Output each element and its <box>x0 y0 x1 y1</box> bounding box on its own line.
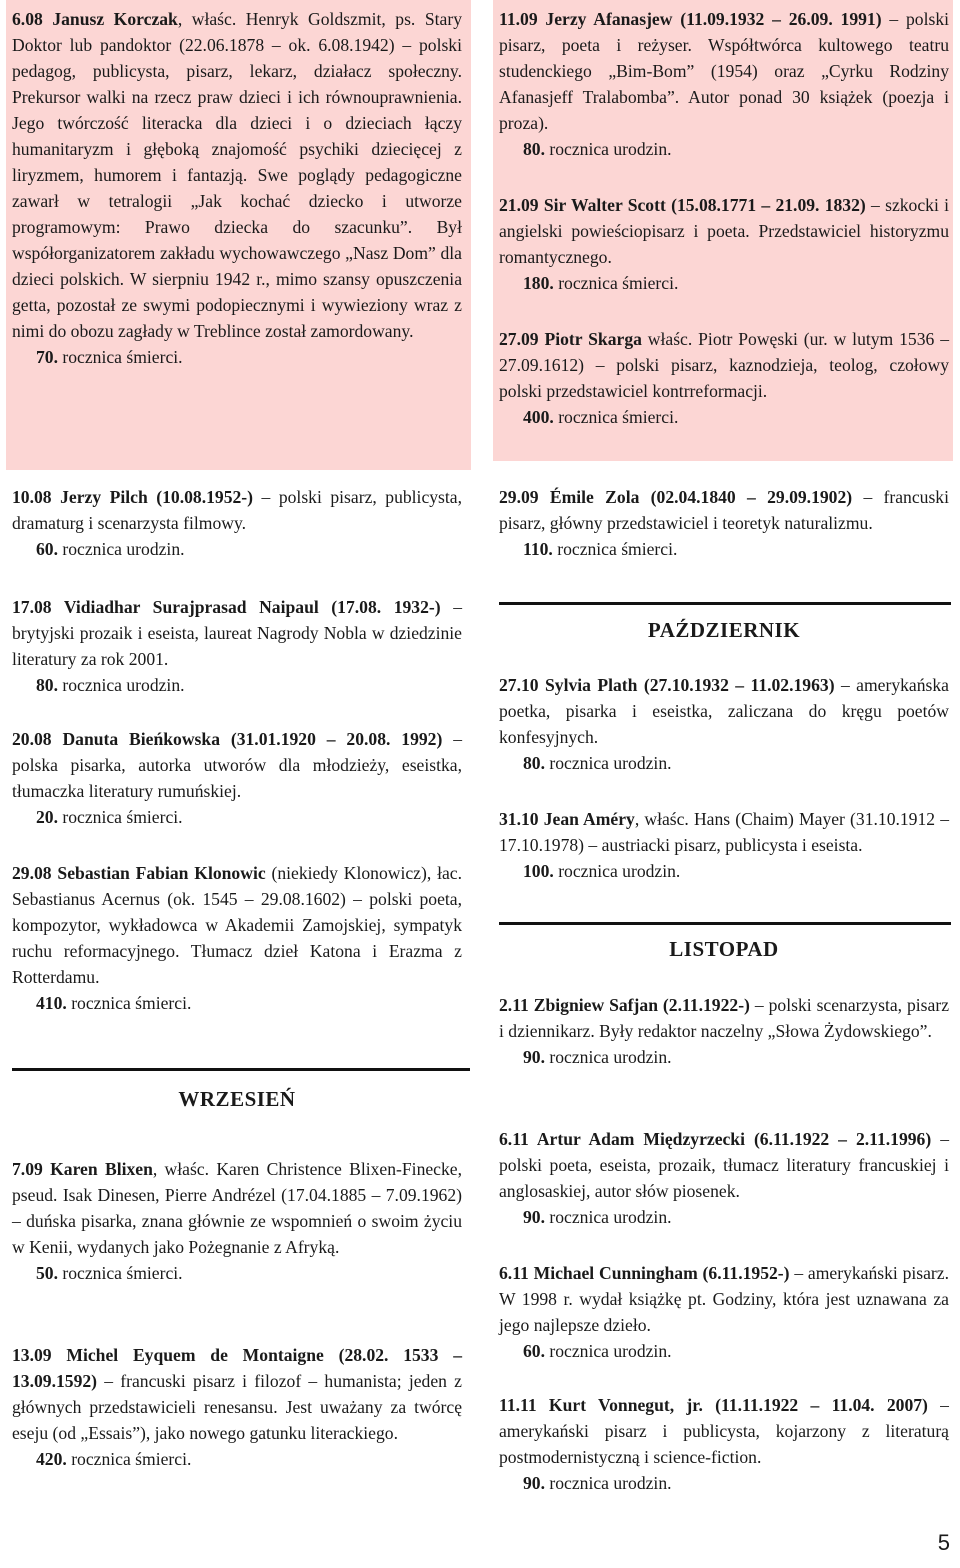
anniversary-number: 80. <box>36 675 58 695</box>
anniversary-label: rocznica śmierci. <box>66 993 192 1013</box>
anniversary <box>499 1338 949 1364</box>
anniversary-label: rocznica urodzin. <box>553 861 681 881</box>
anniversary-label: rocznica śmierci. <box>553 273 679 293</box>
anniversary <box>499 1470 949 1496</box>
entry-head: 21.09 Sir Walter Scott (15.08.1771 – 21.09. 1832) <box>499 195 866 215</box>
entry-body: – francuski pisarz, główny przedstawiciel i teoretyk naturalizmu. <box>499 487 949 533</box>
entry-head: 11.09 Jerzy Afanasjew (11.09.1932 – 26.09. 1991) <box>499 9 882 29</box>
entry-body: – amerykański pisarz. W 1998 r. wydał książkę pt. Godziny, która jest uznawana za jego najlepsze dzieło. <box>499 1263 950 1335</box>
anniversary <box>499 750 949 776</box>
anniversary-label: rocznica urodzin. <box>545 139 672 159</box>
anniversary-number: 60. <box>36 539 58 559</box>
entry-body: (niekiedy Klonowicz), łac. Sebastianus Acernus (ok. 1545 – 29.08.1602) – polski poeta, kompozytor, wykładowca w Akademii Zamojskiej, sympatyk ruchu reformacyjnego. Tłumacz dzieł Katona i Erazma z Rotterdamu. <box>12 863 462 987</box>
entry-head: 20.08 Danuta Bieńkowska (31.01.1920 – 20.08. 1992) <box>12 729 443 749</box>
entry-head: 11.11 Kurt Vonnegut, jr. (11.11.1922 – 11.04. 2007) <box>499 1395 928 1415</box>
page-number: 5 <box>937 1530 950 1555</box>
anniversary <box>499 1204 949 1230</box>
entry-body: – szkocki i angielski powieściopisarz i poeta. Przedstawiciel historyzmu romantycznego. <box>499 195 950 267</box>
anniversary-label: rocznica śmierci. <box>552 539 678 559</box>
entry-body: – brytyjski prozaik i eseista, laureat Nagrody Nobla w dziedzinie literatury za rok 2001. <box>12 597 462 669</box>
entry-safjan <box>493 992 955 1070</box>
anniversary <box>12 344 462 370</box>
month-heading-october: PAŹDZIERNIK <box>647 618 801 642</box>
section-divider <box>12 1068 470 1071</box>
month-heading-november: LISTOPAD <box>669 937 779 961</box>
anniversary-label: rocznica śmierci. <box>66 1449 192 1469</box>
anniversary-number: 420. <box>36 1449 67 1469</box>
entry-body: , właśc. Henryk Goldszmit, ps. Stary Doktor lub pandoktor (22.06.1878 – ok. 6.08.1942) – polski pedagog, publicysta, pisarz, lekarz, działacz społeczny. Prekursor walki na rzecz praw dzieci i ich równouprawnienia. Jego twórczość literacka dla dzieci i o dzieciach łączy humanitaryzm i głęboką znajomość psychiki dziecięcej z liryzmem, humorem i fantazją. Swe poglądy pedagogiczne zawarł w tetralogii „Jak kochać dziecko i utworze programowym: Prawo dziecka do szacunku”. Był współorganizatorem zakładu wychowawczego „Nasz Dom” dla dzieci polskich. W sierpniu 1942 r., mimo szansy opuszczenia getta, pozostał ze swymi podopiecznymi i wywieziony wraz z nimi do obozu zagłady w Treblince został zamordowany. <box>12 9 462 341</box>
entry-body: właśc. Piotr Powęski (ur. w lutym 1536 – 27.09.1612) – polski pisarz, kaznodzieja, teolog, czołowy polski przedstawiciel kontrreformacji. <box>499 329 949 401</box>
entry-head: 6.11 Michael Cunningham (6.11.1952-) <box>499 1263 790 1283</box>
anniversary-number: 410. <box>36 993 67 1013</box>
anniversary-label: rocznica śmierci. <box>58 347 183 367</box>
anniversary-number: 110. <box>523 539 553 559</box>
entry-montaigne <box>6 1342 468 1472</box>
entry-korczak <box>6 6 468 370</box>
entry-klonowic <box>6 860 468 1016</box>
entry-body: – polski scenarzysta, pisarz i dziennikarz. Były redaktor naczelny „Słowa Żydowskiego”. <box>499 995 949 1041</box>
anniversary-number: 80. <box>523 753 545 773</box>
entry-amery <box>493 806 955 884</box>
entry-naipaul <box>6 594 468 698</box>
anniversary-label: rocznica urodzin. <box>58 539 185 559</box>
entry-skarga <box>493 326 955 430</box>
entry-body: – francuski pisarz i filozof – humanista; jeden z głównych przedstawicieli renesansu. Jest uważany za twórcę eseju (od „Essais”), jako nowego gatunku literackiego. <box>12 1371 462 1443</box>
entry-head: 6.08 Janusz Korczak <box>12 9 178 29</box>
entry-head: 29.08 Sebastian Fabian Klonowic <box>12 863 266 883</box>
entry-blixen <box>6 1156 468 1286</box>
entry-head: 27.10 Sylvia Plath (27.10.1932 – 11.02.1963) <box>499 675 835 695</box>
anniversary-number: 400. <box>523 407 554 427</box>
entry-body: – polski pisarz, publicysta, dramaturg i scenarzysta filmowy. <box>12 487 462 533</box>
entry-cunningham <box>493 1260 955 1364</box>
anniversary <box>12 990 462 1016</box>
entry-body: – polski pisarz, poeta i reżyser. Współtwórca kultowego teatru studenckiego „Bim-Bom” (1954) oraz „Cyrku Rodziny Afanasjeff Tralabomba”. Autor ponad 30 książek (poezja i proza). <box>499 9 950 133</box>
section-divider <box>499 922 951 925</box>
anniversary-number: 100. <box>523 861 554 881</box>
anniversary-label: rocznica urodzin. <box>545 1207 672 1227</box>
anniversary <box>499 404 949 430</box>
anniversary-label: rocznica urodzin. <box>545 1047 672 1067</box>
entry-body: – amerykańska poetka, pisarka i eseistka, zaliczana do kręgu poetów konfesyjnych. <box>499 675 949 747</box>
month-heading-september: WRZESIEŃ <box>178 1087 296 1111</box>
anniversary <box>499 858 949 884</box>
entry-bienkowska <box>6 726 468 830</box>
entry-body: , właśc. Karen Christence Blixen-Finecke, pseud. Isak Dinesen, Pierre Andrézel (17.04.1885 – 7.09.1962) – duńska pisarka, znana głównie ze wspomnień o swoim życiu w Kenii, wydanych jako Pożegnanie z Afryką. <box>12 1159 462 1257</box>
entry-head: 2.11 Zbigniew Safjan (2.11.1922-) <box>499 995 750 1015</box>
anniversary <box>12 1260 462 1286</box>
entry-head: 31.10 Jean Améry <box>499 809 635 829</box>
entry-body: , właśc. Hans (Chaim) Mayer (31.10.1912 – 17.10.1978) – austriacki pisarz, publicysta i eseista. <box>499 809 949 855</box>
anniversary-label: rocznica urodzin. <box>58 675 185 695</box>
entry-head: 6.11 Artur Adam Międzyrzecki (6.11.1922 – 2.11.1996) <box>499 1129 932 1149</box>
anniversary-label: rocznica urodzin. <box>545 1473 672 1493</box>
entry-head: 10.08 Jerzy Pilch (10.08.1952-) <box>12 487 254 507</box>
entry-head: 29.09 Émile Zola (02.04.1840 – 29.09.1902) <box>499 487 853 507</box>
entry-pilch <box>6 484 468 562</box>
anniversary <box>499 270 949 296</box>
anniversary-label: rocznica śmierci. <box>553 407 679 427</box>
anniversary-label: rocznica śmierci. <box>58 807 183 827</box>
anniversary-number: 70. <box>36 347 58 367</box>
anniversary <box>499 136 949 162</box>
anniversary <box>12 804 462 830</box>
anniversary-number: 50. <box>36 1263 58 1283</box>
anniversary <box>499 536 949 562</box>
entry-head: 27.09 Piotr Skarga <box>499 329 642 349</box>
anniversary-number: 60. <box>523 1341 545 1361</box>
anniversary-label: rocznica urodzin. <box>545 753 672 773</box>
entry-body: – amerykański pisarz i publicysta, kojarzony z literaturą postmodernistyczną i science-fiction. <box>499 1395 949 1467</box>
anniversary-number: 20. <box>36 807 58 827</box>
anniversary-number: 90. <box>523 1207 545 1227</box>
anniversary-number: 180. <box>523 273 554 293</box>
entry-vonnegut <box>493 1392 955 1496</box>
anniversary-label: rocznica urodzin. <box>545 1341 672 1361</box>
anniversary <box>12 536 462 562</box>
entry-head: 17.08 Vidiadhar Surajprasad Naipaul (17.08. 1932-) <box>12 597 441 617</box>
entry-body: – polski poeta, eseista, prozaik, tłumacz literatury francuskiej i anglosaskiej, autor słów piosenek. <box>499 1129 949 1201</box>
entry-head: 7.09 Karen Blixen <box>12 1159 153 1179</box>
entry-miedzyrzecki <box>493 1126 955 1230</box>
entry-head: 13.09 Michel Eyquem de Montaigne (28.02. 1533 – 13.09.1592) <box>12 1345 462 1391</box>
anniversary-number: 90. <box>523 1473 545 1493</box>
anniversary-number: 80. <box>523 139 545 159</box>
anniversary <box>12 672 462 698</box>
entry-scott <box>493 192 955 296</box>
entry-afanasjew <box>493 6 955 162</box>
anniversary-label: rocznica śmierci. <box>58 1263 183 1283</box>
entry-plath <box>493 672 955 776</box>
entry-body: – polska pisarka, autorka utworów dla młodzieży, eseistka, tłumaczka literatury rumuńskiej. <box>12 729 462 801</box>
anniversary <box>12 1446 462 1472</box>
section-divider <box>499 602 951 605</box>
anniversary <box>499 1044 949 1070</box>
entry-zola <box>493 484 955 562</box>
anniversary-number: 90. <box>523 1047 545 1067</box>
